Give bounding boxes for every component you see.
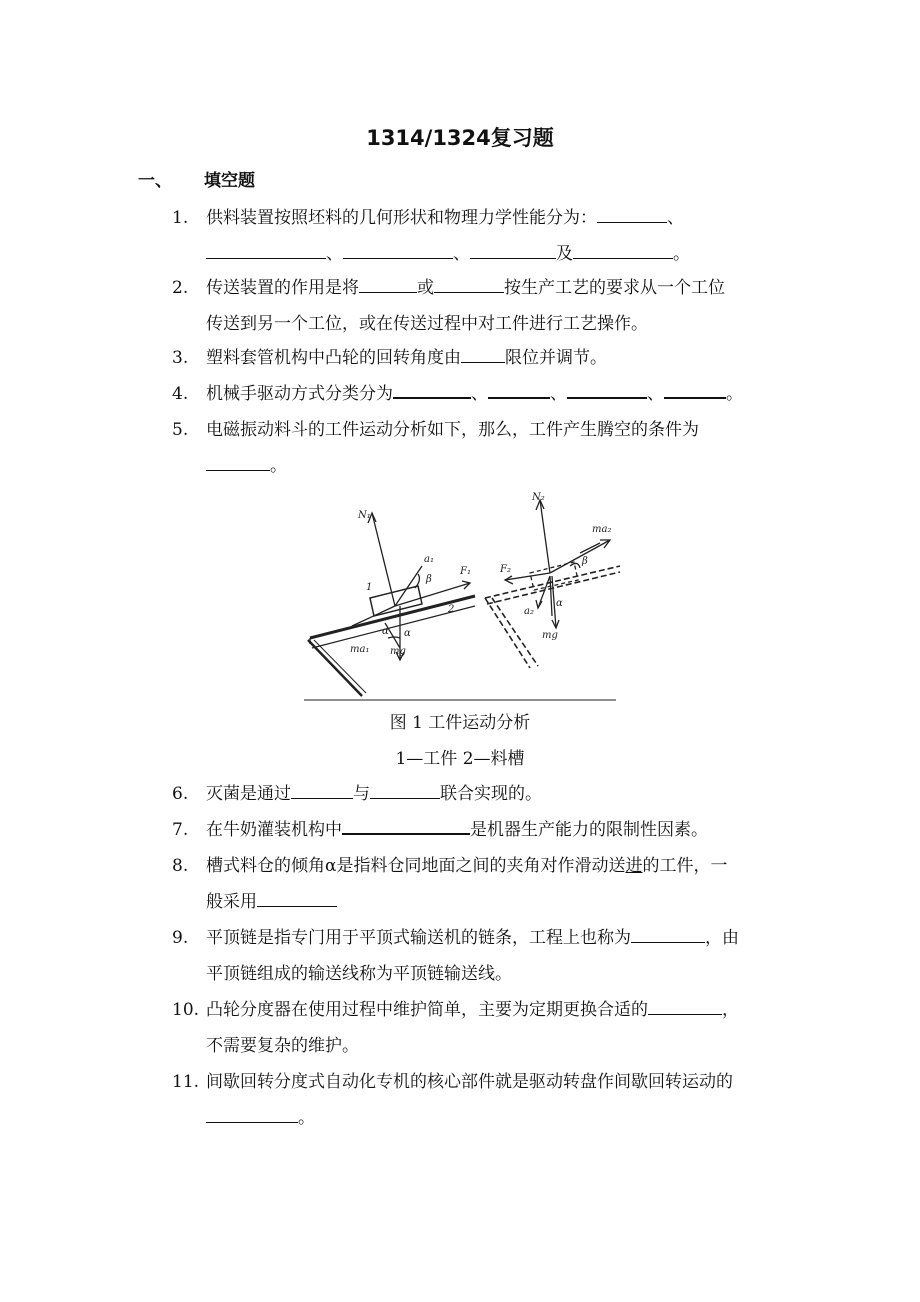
question-text: 、 [667, 208, 684, 228]
question-number: 2. [172, 278, 189, 298]
question-number: 5. [172, 420, 189, 440]
question-text: 。 [726, 384, 743, 404]
question-text: 与 [353, 784, 370, 804]
figure-label: N₂ [532, 492, 545, 503]
answer-blank[interactable] [343, 240, 453, 259]
figure-label: β [426, 574, 432, 585]
figure-label: mg [390, 646, 406, 657]
question-text: 般采用 [206, 892, 257, 912]
work-piece-motion-diagram [300, 488, 630, 703]
answer-blank[interactable] [488, 379, 550, 399]
section-number: 一、 [138, 171, 172, 191]
answer-blank[interactable] [370, 780, 440, 799]
figure-label: mg [542, 630, 558, 641]
section-title: 填空题 [204, 171, 255, 191]
answer-blank[interactable] [631, 924, 705, 943]
question-number: 10. [172, 1000, 200, 1020]
figure-label: α [382, 626, 389, 637]
answer-blank[interactable] [597, 204, 667, 223]
question-text: 供料装置按照坯料的几何形状和物理力学性能分为： [206, 208, 597, 228]
question-5 [172, 412, 792, 484]
question-number: 1. [172, 208, 189, 228]
figure-label: a₂ [524, 606, 534, 617]
question-text: 电磁振动料斗的工件运动分析如下，那么，工件产生腾空的条件为 [206, 420, 699, 440]
answer-blank[interactable] [664, 379, 726, 399]
figure-label: N₁ [358, 510, 371, 521]
section-heading [138, 166, 255, 191]
figure-label: F₁ [460, 566, 471, 577]
answer-blank[interactable] [257, 888, 337, 907]
question-text: 塑料套管机构中凸轮的回转角度由 [206, 348, 461, 368]
question-text: 联合实现的。 [440, 784, 542, 804]
question-number: 6. [172, 784, 189, 804]
answer-blank[interactable] [342, 815, 470, 835]
question-text: 传送装置的作用是将 [206, 278, 359, 298]
question-text: 、 [550, 384, 567, 404]
question-text: 、 [453, 244, 470, 264]
document-title: 1314/1324复习题 [366, 126, 554, 150]
question-9 [172, 920, 792, 992]
question-number: 7. [172, 820, 189, 840]
question-10 [172, 992, 792, 1064]
question-text: 、 [326, 244, 343, 264]
figure-label: ma₁ [350, 644, 370, 655]
question-number: 3. [172, 348, 189, 368]
question-7 [172, 812, 792, 848]
question-text: 按生产工艺的要求从一个工位 [504, 278, 725, 298]
answer-blank[interactable] [206, 240, 326, 259]
question-text: 。 [298, 1108, 315, 1128]
question-number: 11. [172, 1072, 200, 1092]
answer-blank[interactable] [359, 274, 417, 293]
question-4 [172, 376, 792, 412]
question-text: 是机器生产能力的限制性因素。 [470, 820, 708, 840]
question-text: 平顶链是指专门用于平顶式输送机的链条，工程上也称为 [206, 928, 631, 948]
question-text: 、 [647, 384, 664, 404]
question-text: 。 [673, 244, 690, 264]
question-text: 灭菌是通过 [206, 784, 291, 804]
question-text: 、 [471, 384, 488, 404]
figure-label: β [582, 556, 588, 567]
question-text: 。 [270, 456, 287, 476]
answer-blank[interactable] [291, 780, 353, 799]
question-text: ， [722, 1000, 739, 1020]
question-text: 机械手驱动方式分类分为 [206, 384, 393, 404]
figure-label: 1 [366, 582, 373, 593]
answer-blank[interactable] [567, 379, 647, 399]
question-text: 进 [625, 856, 643, 876]
figure-label: α [404, 628, 411, 639]
figure-caption: 图 1 工件运动分析 [389, 713, 531, 733]
question-1 [172, 200, 792, 272]
question-number: 9. [172, 928, 189, 948]
question-text: 在牛奶灌装机构中 [206, 820, 342, 840]
answer-blank[interactable] [461, 344, 505, 363]
answer-blank[interactable] [470, 240, 556, 259]
answer-blank[interactable] [434, 274, 504, 293]
figure-label: 2 [448, 604, 455, 615]
figure-label: F₂ [500, 564, 511, 575]
question-text: 不需要复杂的维护。 [206, 1036, 359, 1056]
figure-legend: 1—工件 2—料槽 [395, 749, 525, 769]
figure-label: α [556, 598, 563, 609]
question-number: 8. [172, 856, 189, 876]
question-text: 平顶链组成的输送线称为平顶链输送线。 [206, 964, 512, 984]
question-text: 的工件，一 [642, 856, 728, 876]
answer-blank[interactable] [206, 452, 270, 471]
question-2 [172, 270, 792, 342]
question-text: 槽式料仓的倾角α是指料仓同地面之间的夹角对作滑动送 [206, 856, 626, 876]
question-text: 凸轮分度器在使用过程中维护简单，主要为定期更换合适的 [206, 1000, 648, 1020]
answer-blank[interactable] [393, 379, 471, 399]
figure-label: a₁ [424, 554, 434, 565]
question-11 [172, 1064, 792, 1136]
answer-blank[interactable] [573, 240, 673, 259]
question-text: 传送到另一个工位，或在传送过程中对工件进行工艺操作。 [206, 314, 648, 334]
question-8 [172, 848, 792, 920]
question-text: 限位并调节。 [505, 348, 607, 368]
question-3 [172, 340, 792, 376]
figure-label: ma₂ [592, 524, 612, 535]
question-number: 4. [172, 384, 189, 404]
question-text: 或 [417, 278, 434, 298]
question-text: ，由 [705, 928, 739, 948]
question-text: 及 [556, 244, 573, 264]
question-6 [172, 776, 792, 812]
answer-blank[interactable] [206, 1104, 298, 1123]
question-text: 间歇回转分度式自动化专机的核心部件就是驱动转盘作间歇回转运动的 [206, 1072, 733, 1092]
answer-blank[interactable] [648, 996, 722, 1015]
